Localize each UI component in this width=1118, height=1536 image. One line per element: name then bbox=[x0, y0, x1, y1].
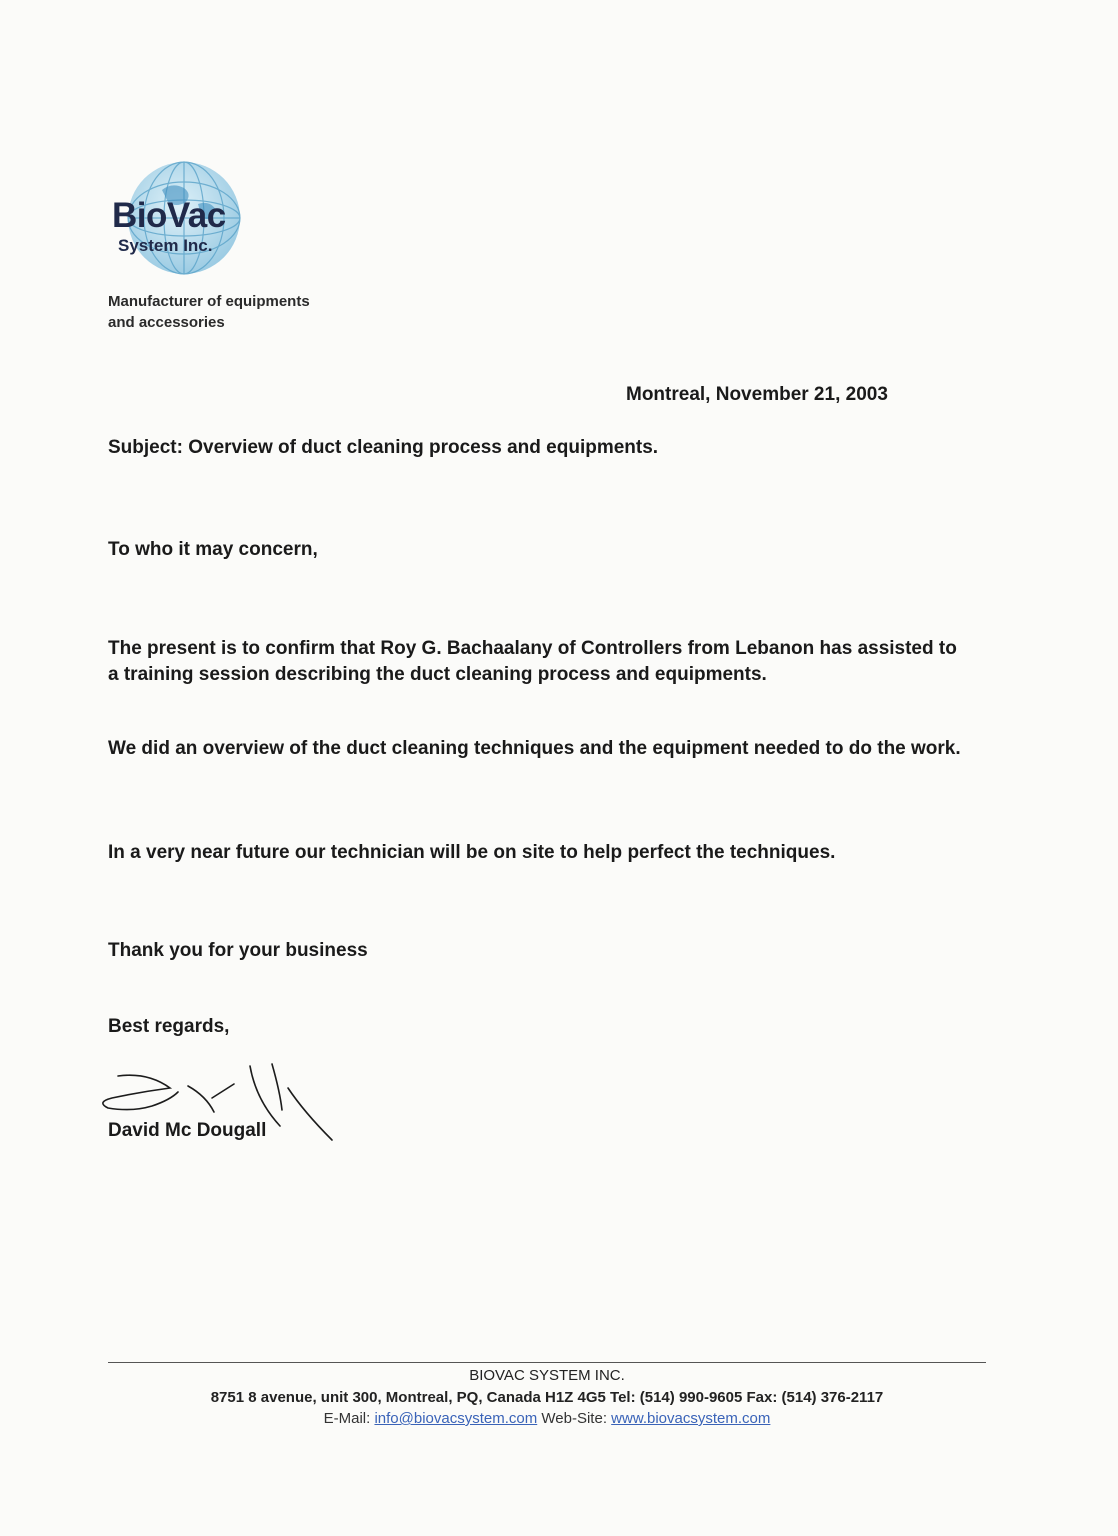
body-paragraph-2: We did an overview of the duct cleaning techniques and the equipment needed to do the work. bbox=[108, 738, 961, 759]
thanks-line: Thank you for your business bbox=[108, 940, 368, 961]
footer-divider bbox=[108, 1362, 986, 1363]
footer-company: BIOVAC SYSTEM INC. bbox=[469, 1367, 625, 1384]
footer-address: 8751 8 avenue, unit 300, Montreal, PQ, Canada H1Z 4G5 Tel: (514) 990-9605 Fax: (514) 376-2117 bbox=[210, 1389, 884, 1406]
email-label: E-Mail: bbox=[323, 1410, 371, 1427]
tagline-line-1: Manufacturer of equipments bbox=[108, 293, 310, 310]
salutation: To who it may concern, bbox=[108, 539, 318, 560]
company-tagline bbox=[108, 291, 310, 333]
brand-subtitle: System Inc. bbox=[118, 236, 213, 255]
footer-contact bbox=[108, 1410, 986, 1427]
tagline-line-2: and accessories bbox=[108, 314, 225, 331]
email-link[interactable]: info@biovacsystem.com bbox=[374, 1410, 538, 1427]
signer-name: David Mc Dougall bbox=[108, 1120, 267, 1141]
body-paragraph-1: The present is to confirm that Roy G. Bachaalany of Controllers from Lebanon has assisted to a training session describing the duct cleaning process and equipments. bbox=[108, 638, 957, 685]
website-label: Web-Site: bbox=[541, 1410, 607, 1427]
website-link[interactable]: www.biovacsystem.com bbox=[611, 1410, 771, 1427]
letter-date: Montreal, November 21, 2003 bbox=[626, 384, 888, 405]
letter-subject: Subject: Overview of duct cleaning process and equipments. bbox=[108, 437, 659, 458]
closing: Best regards, bbox=[108, 1016, 230, 1037]
body-paragraph-3: In a very near future our technician will be on site to help perfect the techniques. bbox=[108, 842, 836, 863]
brand-name: BioVac bbox=[112, 196, 226, 235]
